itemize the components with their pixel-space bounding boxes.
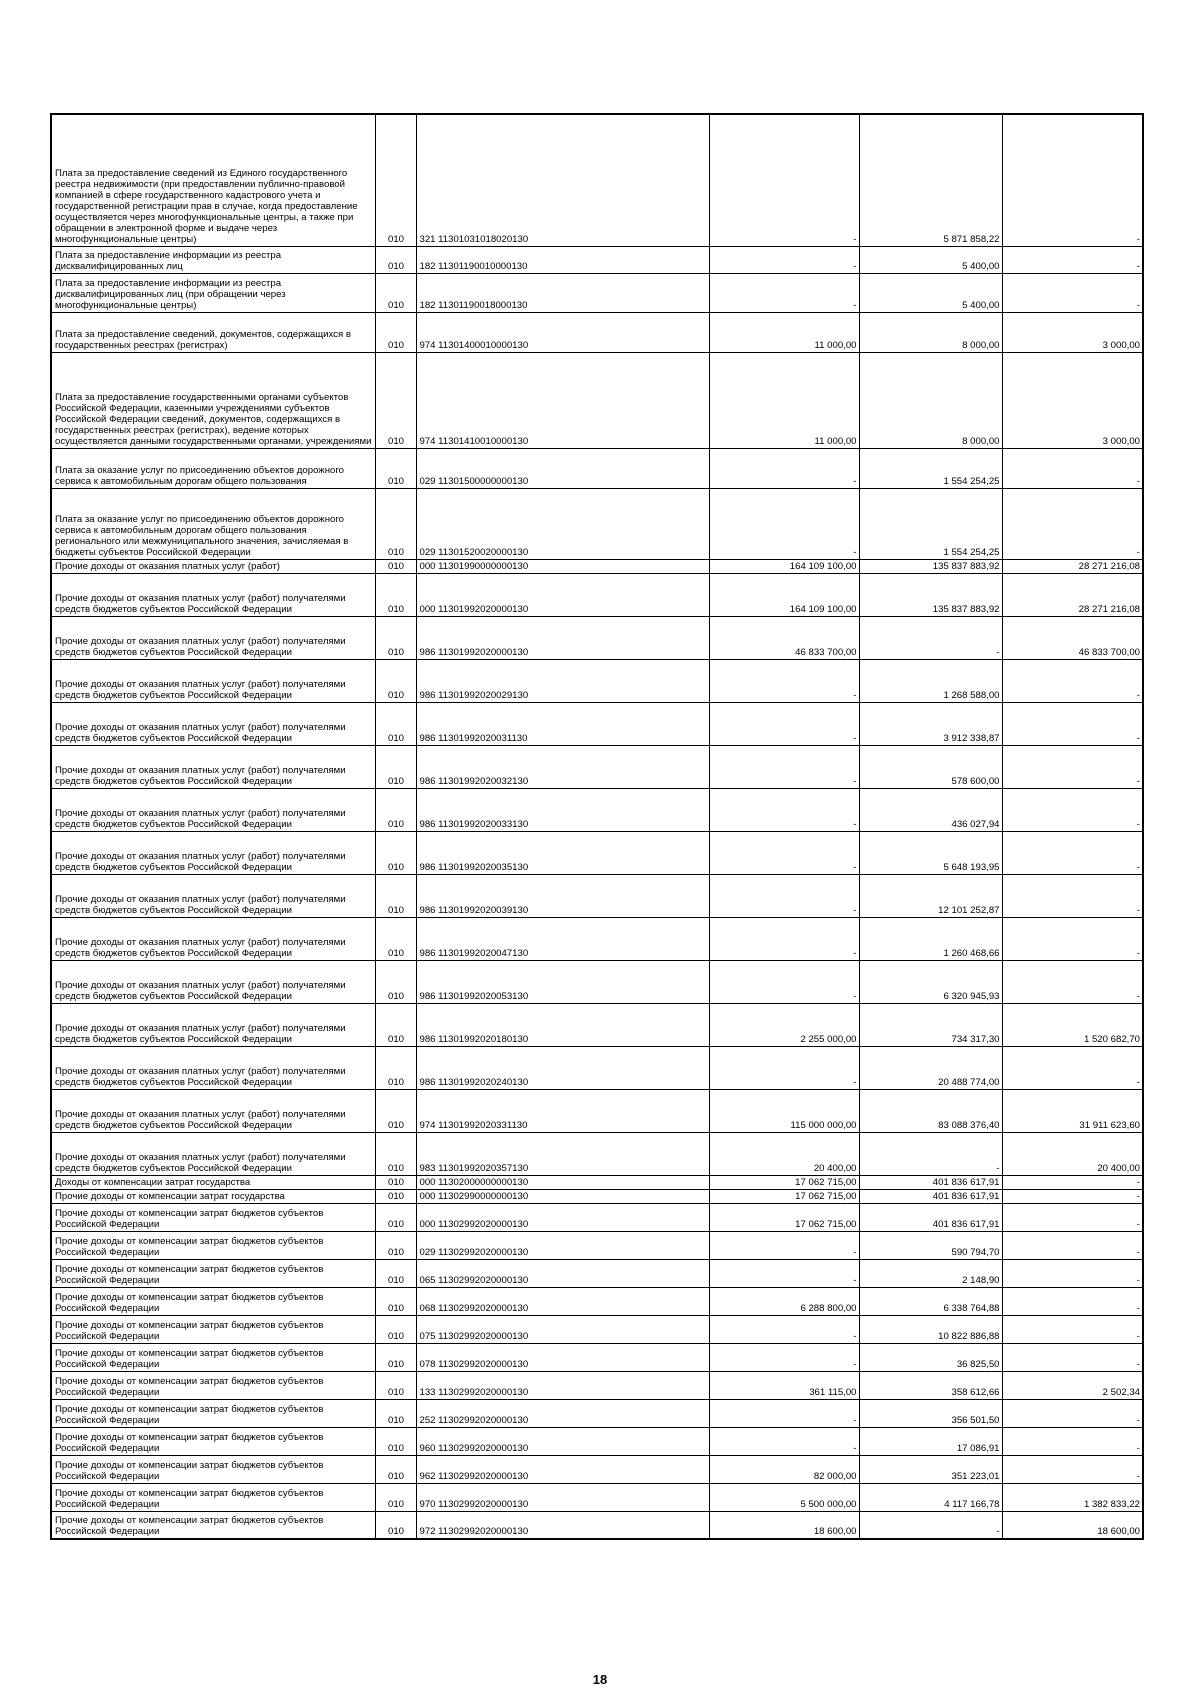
line-code-cell: 010 <box>375 312 416 352</box>
approved-plan-cell: 82 000,00 <box>709 1455 859 1483</box>
line-code-cell: 010 <box>375 1132 416 1175</box>
line-code-cell: 010 <box>375 831 416 874</box>
budget-classification-code-cell: 986 11301992020031130 <box>416 702 709 745</box>
budget-classification-code-cell: 182 11301190018000130 <box>416 273 709 312</box>
approved-plan-cell: 46 833 700,00 <box>709 616 859 659</box>
executed-amount-cell: 578 600,00 <box>859 745 1002 788</box>
line-code-cell: 010 <box>375 1315 416 1343</box>
income-report-table <box>50 113 1144 1540</box>
line-code-cell: 010 <box>375 1231 416 1259</box>
table-row <box>51 1343 1143 1371</box>
unexecuted-amount-cell: - <box>1002 745 1143 788</box>
line-code-cell: 010 <box>375 745 416 788</box>
approved-plan-cell: 11 000,00 <box>709 352 859 448</box>
executed-amount-cell: 17 086,91 <box>859 1427 1002 1455</box>
budget-classification-code-cell: 029 11302992020000130 <box>416 1231 709 1259</box>
executed-amount-cell: 590 794,70 <box>859 1231 1002 1259</box>
budget-classification-code-cell: 974 11301992020331130 <box>416 1089 709 1132</box>
income-name-cell: Плата за предоставление информации из реестра дисквалифицированных лиц (при обращении через многофункциональные центры) <box>51 273 375 312</box>
income-name-cell: Прочие доходы от оказания платных услуг (работ) получателями средств бюджетов субъектов Российской Федерации <box>51 659 375 702</box>
unexecuted-amount-cell: 28 271 216,08 <box>1002 573 1143 616</box>
approved-plan-cell: 361 115,00 <box>709 1371 859 1399</box>
budget-classification-code-cell: 986 11301992020032130 <box>416 745 709 788</box>
unexecuted-amount-cell: 46 833 700,00 <box>1002 616 1143 659</box>
unexecuted-amount-cell: 28 271 216,08 <box>1002 559 1143 573</box>
income-name-cell: Плата за предоставление сведений, документов, содержащихся в государственных реестрах (регистрах) <box>51 312 375 352</box>
executed-amount-cell: 83 088 376,40 <box>859 1089 1002 1132</box>
line-code-cell: 010 <box>375 114 416 246</box>
table-row <box>51 1427 1143 1455</box>
executed-amount-cell: 1 260 468,66 <box>859 917 1002 960</box>
approved-plan-cell: - <box>709 659 859 702</box>
income-name-cell: Прочие доходы от оказания платных услуг (работ) <box>51 559 375 573</box>
budget-classification-code-cell: 986 11301992020240130 <box>416 1046 709 1089</box>
income-name-cell: Доходы от компенсации затрат государства <box>51 1175 375 1189</box>
executed-amount-cell: 3 912 338,87 <box>859 702 1002 745</box>
executed-amount-cell: 20 488 774,00 <box>859 1046 1002 1089</box>
line-code-cell: 010 <box>375 1003 416 1046</box>
table-row <box>51 1483 1143 1511</box>
unexecuted-amount-cell: - <box>1002 788 1143 831</box>
table-row <box>51 1189 1143 1203</box>
unexecuted-amount-cell: 31 911 623,60 <box>1002 1089 1143 1132</box>
executed-amount-cell: 401 836 617,91 <box>859 1203 1002 1231</box>
income-name-cell: Прочие доходы от оказания платных услуг (работ) получателями средств бюджетов субъектов Российской Федерации <box>51 702 375 745</box>
table-row <box>51 273 1143 312</box>
income-report-table-container <box>50 113 1142 1540</box>
approved-plan-cell: 17 062 715,00 <box>709 1175 859 1189</box>
budget-classification-code-cell: 986 11301992020035130 <box>416 831 709 874</box>
income-name-cell: Прочие доходы от оказания платных услуг (работ) получателями средств бюджетов субъектов Российской Федерации <box>51 831 375 874</box>
income-name-cell: Прочие доходы от компенсации затрат бюджетов субъектов Российской Федерации <box>51 1455 375 1483</box>
unexecuted-amount-cell: 1 520 682,70 <box>1002 1003 1143 1046</box>
approved-plan-cell: 20 400,00 <box>709 1132 859 1175</box>
line-code-cell: 010 <box>375 1189 416 1203</box>
table-row <box>51 1231 1143 1259</box>
unexecuted-amount-cell: 3 000,00 <box>1002 312 1143 352</box>
approved-plan-cell: - <box>709 1259 859 1287</box>
line-code-cell: 010 <box>375 1287 416 1315</box>
line-code-cell: 010 <box>375 960 416 1003</box>
approved-plan-cell: 5 500 000,00 <box>709 1483 859 1511</box>
line-code-cell: 010 <box>375 573 416 616</box>
line-code-cell: 010 <box>375 1511 416 1539</box>
income-name-cell: Прочие доходы от оказания платных услуг (работ) получателями средств бюджетов субъектов Российской Федерации <box>51 616 375 659</box>
income-name-cell: Прочие доходы от оказания платных услуг (работ) получателями средств бюджетов субъектов Российской Федерации <box>51 874 375 917</box>
approved-plan-cell: - <box>709 1046 859 1089</box>
line-code-cell: 010 <box>375 448 416 488</box>
line-code-cell: 010 <box>375 559 416 573</box>
budget-classification-code-cell: 960 11302992020000130 <box>416 1427 709 1455</box>
executed-amount-cell: 4 117 166,78 <box>859 1483 1002 1511</box>
income-name-cell: Прочие доходы от компенсации затрат бюджетов субъектов Российской Федерации <box>51 1287 375 1315</box>
table-row <box>51 559 1143 573</box>
approved-plan-cell: - <box>709 788 859 831</box>
line-code-cell: 010 <box>375 246 416 273</box>
unexecuted-amount-cell: - <box>1002 1455 1143 1483</box>
income-name-cell: Плата за предоставление информации из реестра дисквалифицированных лиц <box>51 246 375 273</box>
approved-plan-cell: - <box>709 1399 859 1427</box>
line-code-cell: 010 <box>375 1089 416 1132</box>
income-name-cell: Прочие доходы от оказания платных услуг (работ) получателями средств бюджетов субъектов Российской Федерации <box>51 960 375 1003</box>
line-code-cell: 010 <box>375 1399 416 1427</box>
table-row <box>51 312 1143 352</box>
approved-plan-cell: - <box>709 874 859 917</box>
table-row <box>51 659 1143 702</box>
income-name-cell: Прочие доходы от оказания платных услуг (работ) получателями средств бюджетов субъектов Российской Федерации <box>51 1089 375 1132</box>
budget-classification-code-cell: 029 11301520020000130 <box>416 488 709 559</box>
executed-amount-cell: 135 837 883,92 <box>859 573 1002 616</box>
unexecuted-amount-cell: - <box>1002 1315 1143 1343</box>
approved-plan-cell: 18 600,00 <box>709 1511 859 1539</box>
table-row <box>51 1046 1143 1089</box>
budget-classification-code-cell: 182 11301190010000130 <box>416 246 709 273</box>
income-name-cell: Прочие доходы от оказания платных услуг (работ) получателями средств бюджетов субъектов Российской Федерации <box>51 1132 375 1175</box>
executed-amount-cell: 12 101 252,87 <box>859 874 1002 917</box>
line-code-cell: 010 <box>375 273 416 312</box>
unexecuted-amount-cell: - <box>1002 1343 1143 1371</box>
executed-amount-cell: 401 836 617,91 <box>859 1189 1002 1203</box>
line-code-cell: 010 <box>375 702 416 745</box>
budget-classification-code-cell: 000 11301990000000130 <box>416 559 709 573</box>
table-row <box>51 352 1143 448</box>
approved-plan-cell: - <box>709 1231 859 1259</box>
budget-classification-code-cell: 986 11301992020000130 <box>416 616 709 659</box>
table-row <box>51 1399 1143 1427</box>
approved-plan-cell: - <box>709 448 859 488</box>
income-name-cell: Прочие доходы от компенсации затрат государства <box>51 1189 375 1203</box>
income-name-cell: Прочие доходы от компенсации затрат бюджетов субъектов Российской Федерации <box>51 1399 375 1427</box>
executed-amount-cell: 36 825,50 <box>859 1343 1002 1371</box>
unexecuted-amount-cell: - <box>1002 273 1143 312</box>
approved-plan-cell: 115 000 000,00 <box>709 1089 859 1132</box>
line-code-cell: 010 <box>375 1343 416 1371</box>
budget-classification-code-cell: 986 11301992020053130 <box>416 960 709 1003</box>
income-name-cell: Прочие доходы от оказания платных услуг (работ) получателями средств бюджетов субъектов Российской Федерации <box>51 745 375 788</box>
income-name-cell: Прочие доходы от оказания платных услуг (работ) получателями средств бюджетов субъектов Российской Федерации <box>51 788 375 831</box>
unexecuted-amount-cell: - <box>1002 1203 1143 1231</box>
unexecuted-amount-cell: - <box>1002 1189 1143 1203</box>
income-name-cell: Прочие доходы от компенсации затрат бюджетов субъектов Российской Федерации <box>51 1427 375 1455</box>
table-row <box>51 1203 1143 1231</box>
budget-classification-code-cell: 986 11301992020039130 <box>416 874 709 917</box>
budget-classification-code-cell: 983 11301992020357130 <box>416 1132 709 1175</box>
approved-plan-cell: 11 000,00 <box>709 312 859 352</box>
income-name-cell: Прочие доходы от компенсации затрат бюджетов субъектов Российской Федерации <box>51 1343 375 1371</box>
page-number: 18 <box>592 1672 608 1687</box>
income-name-cell: Прочие доходы от компенсации затрат бюджетов субъектов Российской Федерации <box>51 1371 375 1399</box>
approved-plan-cell: 6 288 800,00 <box>709 1287 859 1315</box>
budget-classification-code-cell: 986 11301992020029130 <box>416 659 709 702</box>
line-code-cell: 010 <box>375 352 416 448</box>
table-row <box>51 1132 1143 1175</box>
unexecuted-amount-cell: - <box>1002 1046 1143 1089</box>
budget-classification-code-cell: 000 11302990000000130 <box>416 1189 709 1203</box>
budget-classification-code-cell: 000 11301992020000130 <box>416 573 709 616</box>
approved-plan-cell: - <box>709 114 859 246</box>
line-code-cell: 010 <box>375 874 416 917</box>
table-row <box>51 874 1143 917</box>
budget-classification-code-cell: 000 11302000000000130 <box>416 1175 709 1189</box>
unexecuted-amount-cell: - <box>1002 1259 1143 1287</box>
unexecuted-amount-cell: 3 000,00 <box>1002 352 1143 448</box>
table-row <box>51 1315 1143 1343</box>
unexecuted-amount-cell: - <box>1002 114 1143 246</box>
table-row <box>51 745 1143 788</box>
executed-amount-cell: 6 320 945,93 <box>859 960 1002 1003</box>
budget-classification-code-cell: 974 11301410010000130 <box>416 352 709 448</box>
unexecuted-amount-cell: - <box>1002 1175 1143 1189</box>
executed-amount-cell: 1 268 588,00 <box>859 659 1002 702</box>
income-name-cell: Прочие доходы от компенсации затрат бюджетов субъектов Российской Федерации <box>51 1259 375 1287</box>
budget-classification-code-cell: 078 11302992020000130 <box>416 1343 709 1371</box>
line-code-cell: 010 <box>375 1175 416 1189</box>
income-name-cell: Прочие доходы от оказания платных услуг (работ) получателями средств бюджетов субъектов Российской Федерации <box>51 917 375 960</box>
line-code-cell: 010 <box>375 1371 416 1399</box>
line-code-cell: 010 <box>375 659 416 702</box>
table-row <box>51 1455 1143 1483</box>
approved-plan-cell: - <box>709 246 859 273</box>
approved-plan-cell: - <box>709 831 859 874</box>
approved-plan-cell: - <box>709 702 859 745</box>
unexecuted-amount-cell: 2 502,34 <box>1002 1371 1143 1399</box>
executed-amount-cell: 8 000,00 <box>859 352 1002 448</box>
executed-amount-cell: 1 554 254,25 <box>859 448 1002 488</box>
unexecuted-amount-cell: - <box>1002 702 1143 745</box>
table-row <box>51 114 1143 246</box>
approved-plan-cell: 2 255 000,00 <box>709 1003 859 1046</box>
table-row <box>51 448 1143 488</box>
executed-amount-cell: 734 317,30 <box>859 1003 1002 1046</box>
unexecuted-amount-cell: - <box>1002 960 1143 1003</box>
line-code-cell: 010 <box>375 1259 416 1287</box>
unexecuted-amount-cell: - <box>1002 917 1143 960</box>
executed-amount-cell: - <box>859 1511 1002 1539</box>
executed-amount-cell: 5 400,00 <box>859 273 1002 312</box>
budget-classification-code-cell: 974 11301400010000130 <box>416 312 709 352</box>
table-row <box>51 1511 1143 1539</box>
table-row <box>51 788 1143 831</box>
table-row <box>51 616 1143 659</box>
line-code-cell: 010 <box>375 788 416 831</box>
line-code-cell: 010 <box>375 1427 416 1455</box>
line-code-cell: 010 <box>375 1203 416 1231</box>
line-code-cell: 010 <box>375 1483 416 1511</box>
table-row <box>51 831 1143 874</box>
budget-classification-code-cell: 321 11301031018020130 <box>416 114 709 246</box>
executed-amount-cell: 8 000,00 <box>859 312 1002 352</box>
approved-plan-cell: - <box>709 1427 859 1455</box>
approved-plan-cell: - <box>709 960 859 1003</box>
executed-amount-cell: 5 648 193,95 <box>859 831 1002 874</box>
budget-classification-code-cell: 970 11302992020000130 <box>416 1483 709 1511</box>
executed-amount-cell: 2 148,90 <box>859 1259 1002 1287</box>
line-code-cell: 010 <box>375 917 416 960</box>
table-row <box>51 702 1143 745</box>
table-body <box>51 114 1143 1539</box>
table-row <box>51 917 1143 960</box>
executed-amount-cell: 10 822 886,88 <box>859 1315 1002 1343</box>
executed-amount-cell: 356 501,50 <box>859 1399 1002 1427</box>
budget-classification-code-cell: 000 11302992020000130 <box>416 1203 709 1231</box>
unexecuted-amount-cell: - <box>1002 246 1143 273</box>
income-name-cell: Прочие доходы от оказания платных услуг (работ) получателями средств бюджетов субъектов Российской Федерации <box>51 1003 375 1046</box>
table-row <box>51 960 1143 1003</box>
income-name-cell: Прочие доходы от компенсации затрат бюджетов субъектов Российской Федерации <box>51 1315 375 1343</box>
executed-amount-cell: 401 836 617,91 <box>859 1175 1002 1189</box>
approved-plan-cell: 164 109 100,00 <box>709 559 859 573</box>
approved-plan-cell: - <box>709 1315 859 1343</box>
income-name-cell: Плата за предоставление государственными органами субъектов Российской Федерации, казенными учреждениями субъектов Российской Федерации сведений, документов, содержащихся в государственных реестрах (регистрах), ведение которых осуществляется данными государственными органами, учреждениями <box>51 352 375 448</box>
budget-classification-code-cell: 986 11301992020047130 <box>416 917 709 960</box>
line-code-cell: 010 <box>375 1046 416 1089</box>
budget-classification-code-cell: 252 11302992020000130 <box>416 1399 709 1427</box>
executed-amount-cell: 5 400,00 <box>859 246 1002 273</box>
income-name-cell: Прочие доходы от компенсации затрат бюджетов субъектов Российской Федерации <box>51 1511 375 1539</box>
unexecuted-amount-cell: 18 600,00 <box>1002 1511 1143 1539</box>
unexecuted-amount-cell: - <box>1002 488 1143 559</box>
budget-classification-code-cell: 986 11301992020033130 <box>416 788 709 831</box>
executed-amount-cell: 1 554 254,25 <box>859 488 1002 559</box>
unexecuted-amount-cell: - <box>1002 831 1143 874</box>
unexecuted-amount-cell: 20 400,00 <box>1002 1132 1143 1175</box>
table-row <box>51 1175 1143 1189</box>
table-row <box>51 1003 1143 1046</box>
income-name-cell: Прочие доходы от компенсации затрат бюджетов субъектов Российской Федерации <box>51 1203 375 1231</box>
executed-amount-cell: 358 612,66 <box>859 1371 1002 1399</box>
unexecuted-amount-cell: 1 382 833,22 <box>1002 1483 1143 1511</box>
executed-amount-cell: 135 837 883,92 <box>859 559 1002 573</box>
unexecuted-amount-cell: - <box>1002 1287 1143 1315</box>
approved-plan-cell: 17 062 715,00 <box>709 1189 859 1203</box>
budget-classification-code-cell: 068 11302992020000130 <box>416 1287 709 1315</box>
line-code-cell: 010 <box>375 1455 416 1483</box>
approved-plan-cell: - <box>709 1343 859 1371</box>
approved-plan-cell: - <box>709 488 859 559</box>
table-row <box>51 1089 1143 1132</box>
table-row <box>51 1259 1143 1287</box>
table-row <box>51 488 1143 559</box>
unexecuted-amount-cell: - <box>1002 1427 1143 1455</box>
line-code-cell: 010 <box>375 488 416 559</box>
budget-classification-code-cell: 986 11301992020180130 <box>416 1003 709 1046</box>
table-row <box>51 1371 1143 1399</box>
table-row <box>51 573 1143 616</box>
unexecuted-amount-cell: - <box>1002 874 1143 917</box>
budget-classification-code-cell: 029 11301500000000130 <box>416 448 709 488</box>
executed-amount-cell: 6 338 764,88 <box>859 1287 1002 1315</box>
table-row <box>51 1287 1143 1315</box>
unexecuted-amount-cell: - <box>1002 1231 1143 1259</box>
unexecuted-amount-cell: - <box>1002 1399 1143 1427</box>
approved-plan-cell: 164 109 100,00 <box>709 573 859 616</box>
income-name-cell: Плата за оказание услуг по присоединению объектов дорожного сервиса к автомобильным дорогам общего пользования <box>51 448 375 488</box>
budget-classification-code-cell: 972 11302992020000130 <box>416 1511 709 1539</box>
income-name-cell: Прочие доходы от компенсации затрат бюджетов субъектов Российской Федерации <box>51 1483 375 1511</box>
income-name-cell: Прочие доходы от оказания платных услуг (работ) получателями средств бюджетов субъектов Российской Федерации <box>51 1046 375 1089</box>
approved-plan-cell: - <box>709 917 859 960</box>
executed-amount-cell: 351 223,01 <box>859 1455 1002 1483</box>
approved-plan-cell: 17 062 715,00 <box>709 1203 859 1231</box>
budget-classification-code-cell: 065 11302992020000130 <box>416 1259 709 1287</box>
income-name-cell: Прочие доходы от компенсации затрат бюджетов субъектов Российской Федерации <box>51 1231 375 1259</box>
budget-classification-code-cell: 133 11302992020000130 <box>416 1371 709 1399</box>
income-name-cell: Плата за оказание услуг по присоединению объектов дорожного сервиса к автомобильным дорогам общего пользования регионального или межмуниципального значения, зачисляемая в бюджеты субъектов Российской Федерации <box>51 488 375 559</box>
approved-plan-cell: - <box>709 745 859 788</box>
unexecuted-amount-cell: - <box>1002 659 1143 702</box>
income-name-cell: Плата за предоставление сведений из Единого государственного реестра недвижимости (при предоставлении публично-правовой компанией в сфере государственного кадастрового учета и государственной регистрации прав в случае, когда предоставление осуществляется через многофункциональные центры, а также при обращении в электронной форме и выдаче через многофункциональные центры) <box>51 114 375 246</box>
budget-classification-code-cell: 075 11302992020000130 <box>416 1315 709 1343</box>
unexecuted-amount-cell: - <box>1002 448 1143 488</box>
table-row <box>51 246 1143 273</box>
executed-amount-cell: 436 027,94 <box>859 788 1002 831</box>
approved-plan-cell: - <box>709 273 859 312</box>
line-code-cell: 010 <box>375 616 416 659</box>
budget-classification-code-cell: 962 11302992020000130 <box>416 1455 709 1483</box>
executed-amount-cell: 5 871 858,22 <box>859 114 1002 246</box>
executed-amount-cell: - <box>859 1132 1002 1175</box>
income-name-cell: Прочие доходы от оказания платных услуг (работ) получателями средств бюджетов субъектов Российской Федерации <box>51 573 375 616</box>
executed-amount-cell: - <box>859 616 1002 659</box>
